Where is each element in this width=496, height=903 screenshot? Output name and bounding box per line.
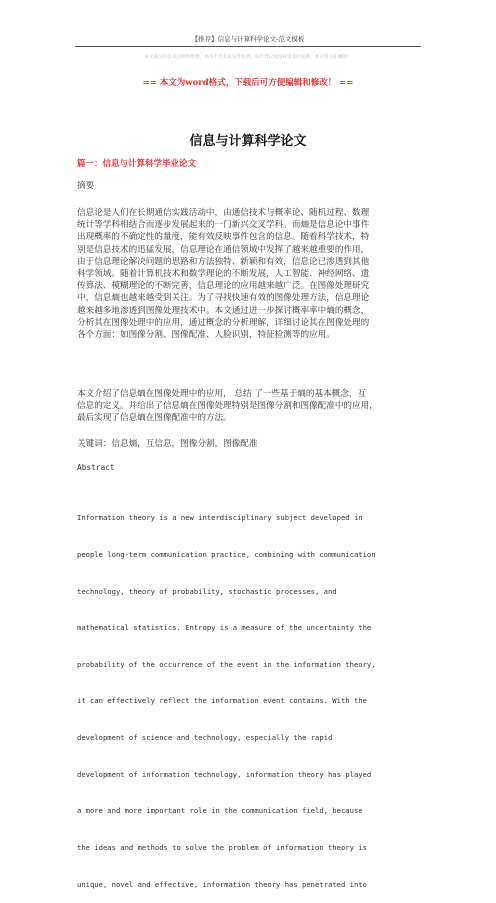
text-line: development of science and technology, especially the rapid bbox=[77, 733, 333, 743]
text-line: 各个方面：如图像分割、图像配准、人脸识别，特征检测等的应用。 bbox=[77, 330, 335, 341]
text-line: 本文介绍了信息熵在图像处理中的应用， 总结 了一些基于熵的基本概念，互 bbox=[77, 389, 367, 399]
text-line: 中，信息熵也越来越受到关注。为了寻找快速有效的图像处理方法，信息理论 bbox=[77, 293, 370, 304]
text-line: 统计等学科相结合而逐步发展起来的一门新兴交叉学科。而熵是信息论中事件 bbox=[77, 220, 370, 231]
abstract-label-cn: 摘要 bbox=[77, 181, 95, 191]
text-line: development of information technology, information theory has played bbox=[77, 769, 372, 779]
text-line: it can effectively reflect the information event contains. With the bbox=[77, 696, 367, 706]
text-line: 由于信息理论解决问题的思路和方法独特、新颖和有效，信息论已渗透到其他 bbox=[77, 256, 370, 267]
text-line: a more and more important role in the communication field, because bbox=[77, 806, 363, 816]
abstract-cn-paragraph bbox=[77, 207, 421, 341]
text-line: 信息的定义。并给出了信息熵在图像处理特别是图像分割和图像配准中的应用， bbox=[77, 401, 378, 412]
text-line: technology, theory of probability, stochastic processes, and bbox=[77, 586, 337, 596]
section-heading: 篇一：信息与计算科学毕业论文 bbox=[77, 159, 197, 169]
text-line: Information theory is a new interdisciplinary subject developed in bbox=[77, 513, 363, 523]
text-line: the ideas and methods to solve the problem of information theory is bbox=[77, 842, 367, 852]
text-line: 信息论是人们在长期通信实践活动中，由通信技术与概率论、随机过程、数理 bbox=[77, 208, 370, 218]
text-line: 科学领域。随着计算机技术和数学理论的不断发展，人工智能、神经网络、遗 bbox=[77, 269, 370, 280]
text-line: 传算法、模糊理论的不断完善，信息理论的应用越来越广泛。在图像处理研究 bbox=[77, 281, 370, 292]
text-line: 出现概率的不确定性的量度，能有效反映事件包含的信息。随着科学技术，特 bbox=[77, 232, 370, 243]
text-line: 最后实现了信息熵在图像配准中的方法。 bbox=[77, 413, 232, 424]
text-line: mathematical statistics. Entropy is a measure of the uncertainty the bbox=[77, 623, 372, 633]
text-line: people long-term communication practice, combining with communication bbox=[77, 550, 376, 560]
text-line: 分析其在图像处理中的应用，通过概念的分析理解，详细讨论其在图像处理的 bbox=[77, 317, 370, 328]
header-divider bbox=[75, 46, 421, 47]
text-line: unique, novel and effective, information theory has penetrated into bbox=[77, 879, 367, 889]
abstract-label-en: Abstract bbox=[77, 463, 115, 472]
summary-paragraph bbox=[77, 388, 421, 425]
disclaimer-text: 本文部分内容来自网络整理，本司不为其真实性负责，如有异议或侵权请及时联系，本司将立即删除！ bbox=[144, 55, 352, 60]
abstract-en-paragraph bbox=[77, 488, 427, 903]
text-line: 别是信息技术的迅猛发展，信息理论在通信领域中发挥了越来越重要的作用， bbox=[77, 244, 370, 255]
page-header-banner: 【推荐】信息与计算科学论文-范文模板 bbox=[191, 35, 305, 43]
keywords-line: 关键词：信息熵，互信息，图像分割，图像配准 bbox=[77, 439, 258, 449]
edit-notice: == 本文为word格式，下载后可方便编辑和修改！ == bbox=[142, 78, 354, 88]
text-line: probability of the occurrence of the event in the information theory, bbox=[77, 659, 376, 669]
document-title: 信息与计算科学论文 bbox=[189, 134, 307, 149]
text-line: 越来越多地渗透到图像处理技术中。本文通过进一步探讨概率率中熵的概念， bbox=[77, 305, 370, 316]
